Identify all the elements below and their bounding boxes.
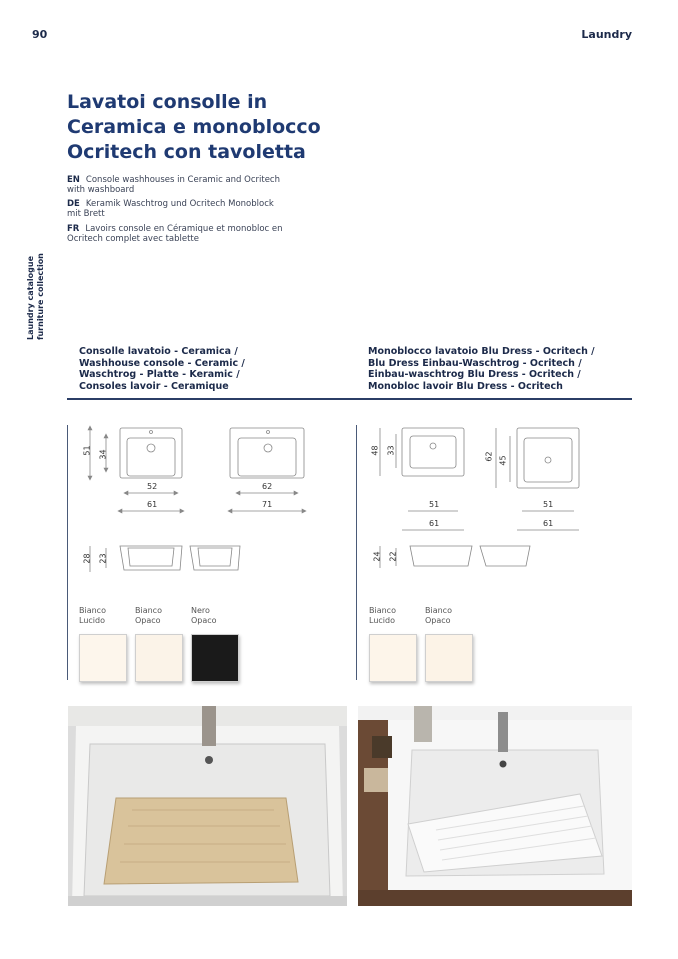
dim-width-2b: 61 [543, 519, 554, 528]
dim-width-2a: 51 [543, 500, 554, 509]
dim-side-2: 22 [388, 551, 398, 562]
heading-line: Einbau-waschtrog Blu Dress - Ocritech / [368, 369, 581, 380]
left-column-heading [79, 346, 245, 392]
sidebar-line-2: furniture collection [36, 253, 45, 340]
dim-height-2: 33 [386, 445, 396, 456]
dim-side-1: 24 [372, 551, 382, 562]
section-divider [67, 398, 632, 400]
left-technical-drawing [72, 420, 322, 590]
title-line-3: Ocritech con tavoletta [67, 141, 306, 163]
page-title [67, 90, 387, 165]
finish-swatch-bianco-opaco [425, 634, 473, 682]
description-text: Keramik Waschtrog und Ocritech Monoblock [85, 199, 274, 209]
dim-width-2b: 71 [262, 500, 273, 509]
description-de [67, 199, 347, 219]
finish-label: Bianco Lucido [79, 606, 106, 625]
left-column-line [67, 425, 68, 680]
lang-code: FR [67, 224, 80, 234]
dim-height-1: 48 [370, 445, 380, 456]
lang-code: EN [67, 175, 80, 185]
heading-line: Consolle lavatoio - Ceramica / [79, 346, 238, 357]
dim-side-2: 23 [98, 553, 108, 564]
title-line-1: Lavatoi consolle in [67, 91, 268, 113]
right-column-line [356, 425, 357, 680]
heading-line: Blu Dress Einbau-Waschtrog - Ocritech / [368, 357, 582, 369]
heading-line: Consoles lavoir - Ceramique [79, 380, 229, 392]
dim-width-1b: 61 [429, 519, 440, 528]
heading-line: Monobloc lavoir Blu Dress - Ocritech [368, 380, 563, 392]
photo-monobloc-washhouse [358, 706, 632, 906]
heading-line: Monoblocco lavatoio Blu Dress - Ocritech / [368, 346, 595, 357]
dim-side-1: 28 [82, 553, 92, 564]
description-text-2: with washboard [67, 185, 135, 195]
dim-height-1: 51 [82, 445, 92, 456]
page-number: 90 [32, 28, 48, 41]
finish-label: Bianco Lucido [369, 606, 396, 625]
dim-height-4: 45 [498, 455, 508, 466]
finish-label: Bianco Opaco [135, 606, 162, 625]
description-text: Console washhouses in Ceramic and Ocritech [85, 175, 280, 185]
right-column-heading [368, 346, 595, 392]
finish-swatch-nero-opaco [191, 634, 239, 682]
dim-width-1a: 52 [147, 482, 158, 491]
finish-label: Bianco Opaco [425, 606, 452, 625]
dim-width-1b: 61 [147, 500, 158, 509]
lang-code: DE [67, 199, 80, 209]
finish-label: Nero Opaco [191, 606, 217, 625]
sidebar-label [26, 250, 48, 340]
description-text: Lavoirs console en Céramique et monobloc en [85, 224, 283, 234]
section-title: Laundry [581, 28, 632, 41]
finish-swatch-bianco-opaco [135, 634, 183, 682]
dim-width-1a: 51 [429, 500, 440, 509]
description-fr [67, 224, 347, 244]
dim-height-2: 34 [98, 449, 108, 460]
photo-ceramic-washhouse [68, 706, 347, 906]
description-en [67, 175, 347, 195]
finish-swatch-bianco-lucido [79, 634, 127, 682]
sidebar-line-1: Laundry catalogue [26, 255, 35, 340]
finish-swatch-bianco-lucido [369, 634, 417, 682]
heading-line: Waschtrog - Platte - Keramic / [79, 369, 240, 380]
title-line-2: Ceramica e monoblocco [67, 116, 321, 138]
dim-width-2a: 62 [262, 482, 273, 491]
heading-line: Washhouse console - Ceramic / [79, 357, 245, 369]
dim-height-3: 62 [484, 451, 494, 462]
description-text-2: mit Brett [67, 209, 105, 219]
right-technical-drawing [362, 420, 602, 590]
description-text-2: Ocritech complet avec tablette [67, 234, 199, 244]
